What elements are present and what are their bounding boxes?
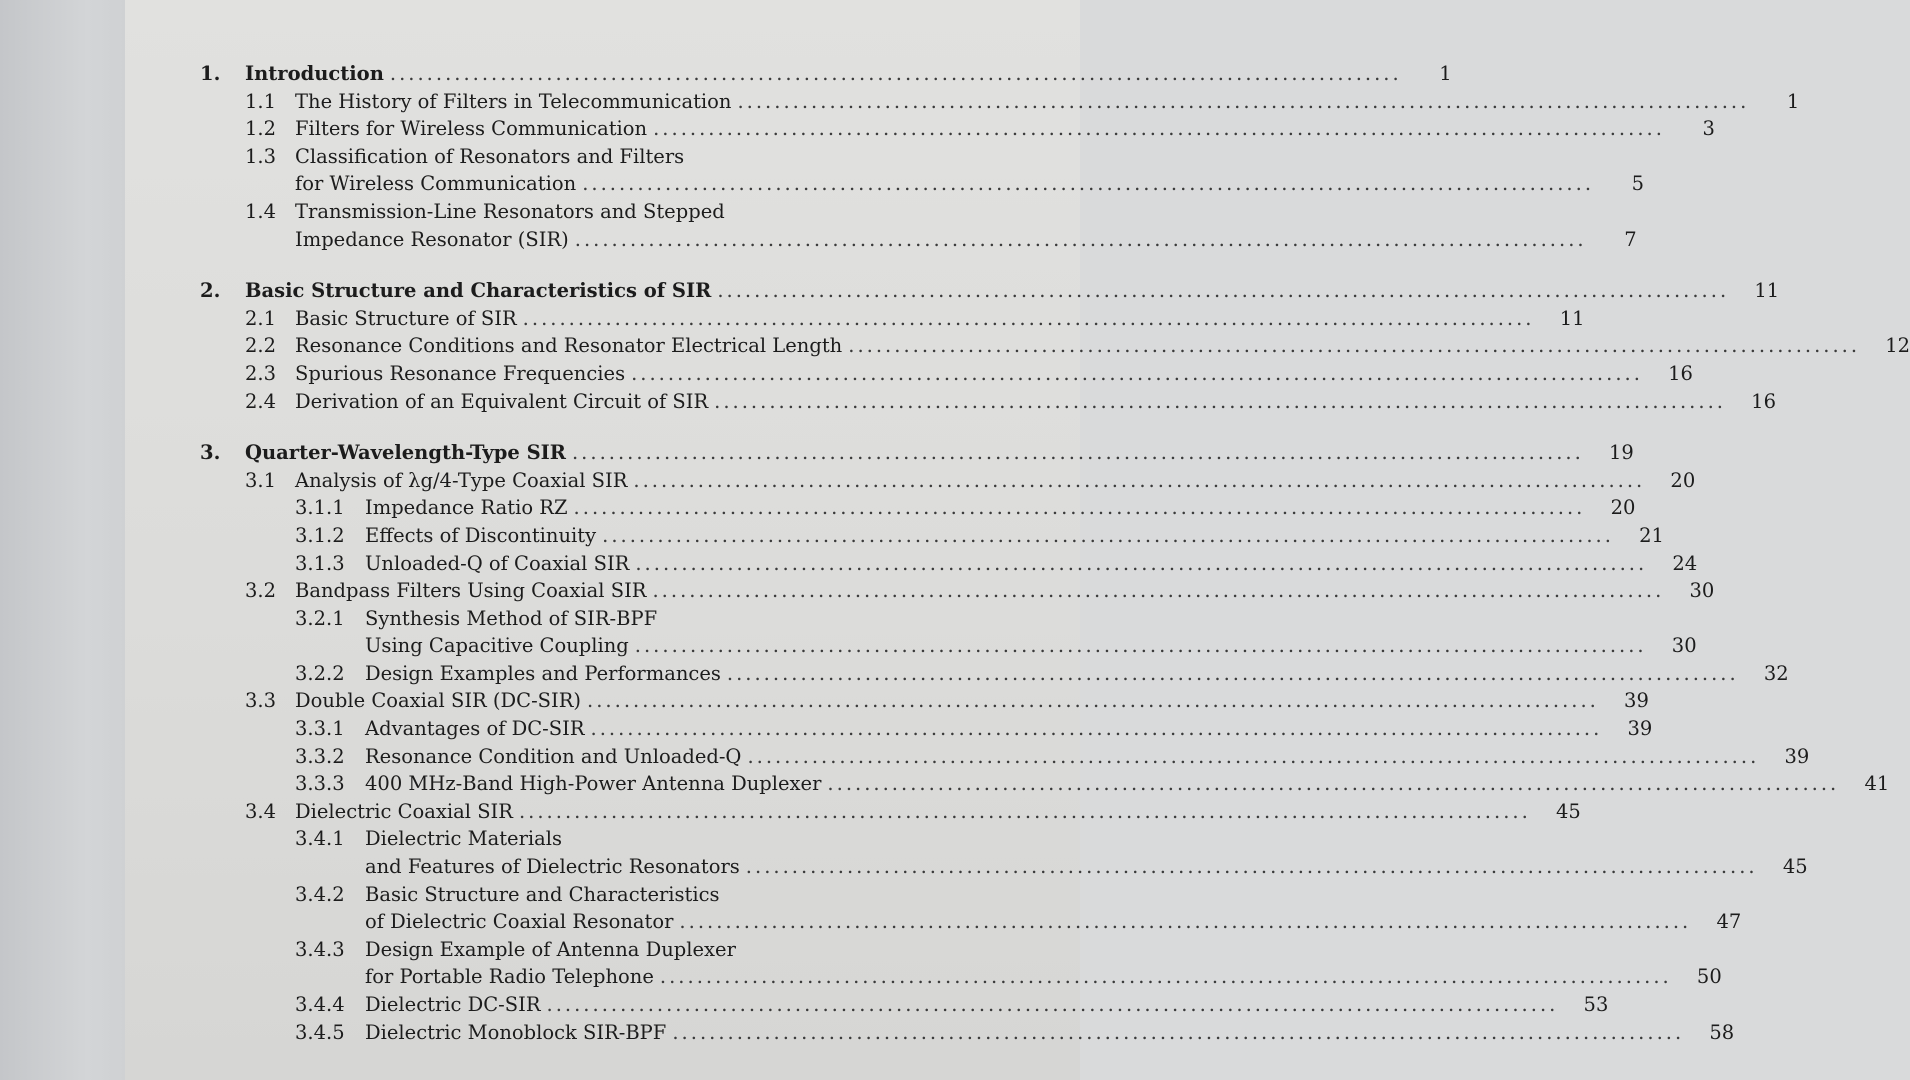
toc-section-entry: [200, 687, 1649, 715]
toc-entry-number: 3.3.2: [295, 744, 345, 768]
toc-entry-number: 1.2: [245, 117, 277, 141]
toc-entry-title: Derivation of an Equivalent Circuit of SIR: [295, 389, 709, 413]
toc-entry-title: The History of Filters in Telecommunication: [295, 89, 732, 113]
toc-leader-dots: ..............................................................................................................: [573, 496, 1586, 520]
toc-page-number: 41: [1864, 772, 1890, 796]
toc-section-entry: [200, 388, 1776, 416]
toc-subsection-entry: [200, 770, 1890, 798]
toc-page-number: 24: [1672, 551, 1698, 575]
toc-section-entry: [200, 226, 1637, 254]
toc-page-number: 58: [1709, 1020, 1735, 1044]
toc-entry-title: Dielectric Monoblock SIR-BPF: [365, 1020, 667, 1044]
toc-page-number: 16: [1751, 389, 1776, 413]
toc-subsection-entry: [200, 743, 1810, 771]
toc-subsection-entry: [200, 991, 1609, 1019]
toc-entry-number: 3.2: [245, 579, 277, 603]
toc-leader-dots: ..............................................................................................................: [679, 910, 1692, 934]
toc-entry-number: 2.4: [245, 389, 277, 413]
toc-section-entry: [200, 170, 1645, 198]
toc-subsection-entry: [200, 522, 1664, 550]
toc-leader-dots: ..............................................................................................................: [389, 62, 1402, 85]
toc-subsection-entry: [200, 550, 1698, 578]
toc-entry-number: 3.: [200, 441, 221, 465]
toc-leader-dots: ..............................................................................................................: [714, 389, 1726, 413]
toc-entry-title: Bandpass Filters Using Coaxial SIR: [295, 579, 647, 603]
toc-page-number: 39: [1784, 744, 1810, 768]
toc-chapter-entry: [200, 277, 1780, 305]
toc-entry-title: Resonance Condition and Unloaded-Q: [365, 744, 742, 768]
toc-entry-number: 3.2.1: [295, 606, 345, 630]
toc-entry-title: Spurious Resonance Frequencies: [295, 361, 626, 385]
toc-entry-title: Basic Structure of SIR: [295, 306, 517, 330]
toc-entry-title: and Features of Dielectric Resonators: [365, 855, 740, 879]
toc-leader-dots: ..............................................................................................................: [726, 661, 1739, 685]
toc-entry-number: 1.: [200, 62, 221, 85]
toc-entry-title: Design Example of Antenna Duplexer: [365, 937, 736, 961]
toc-entry-number: 3.4.4: [295, 993, 345, 1016]
toc-subsection-entry: [200, 494, 1636, 522]
toc-entry-title: Impedance Ratio RZ: [365, 496, 568, 520]
toc-entry-title: Unloaded-Q of Coaxial SIR: [365, 551, 630, 575]
toc-entry-title: Double Coaxial SIR (DC-SIR): [295, 689, 582, 713]
toc-section-entry: [200, 360, 1693, 388]
toc-leader-dots: ..............................................................................................................: [672, 1020, 1685, 1044]
toc-leader-dots: ..............................................................................................................: [747, 744, 1760, 768]
toc-leader-dots: ..............................................................................................................: [737, 89, 1750, 113]
toc-page-number: 45: [1555, 799, 1581, 823]
toc-chapter-entry: [200, 60, 1452, 88]
toc-entry-number: 2.2: [245, 334, 277, 358]
toc-page-number: 3: [1702, 117, 1715, 141]
toc-section-entry: [200, 143, 970, 171]
toc-entry-number: 3.3: [245, 689, 277, 713]
toc-entry-title: Filters for Wireless Communication: [295, 117, 648, 141]
toc-leader-dots: ..............................................................................................................: [848, 334, 1861, 358]
toc-subsection-entry: [200, 715, 1653, 743]
toc-page-number: 32: [1763, 661, 1789, 685]
toc-page-number: 7: [1624, 227, 1637, 251]
toc-chapter-entry: [200, 439, 1634, 467]
toc-leader-dots: ..............................................................................................................: [653, 117, 1665, 141]
toc-entry-number: 3.1.1: [295, 496, 345, 520]
toc-entry-title: Quarter-Wavelength-Type SIR: [245, 441, 566, 465]
toc-subsection-entry: [200, 660, 1789, 688]
toc-leader-dots: ..............................................................................................................: [590, 717, 1603, 741]
toc-entry-number: 2.1: [245, 306, 277, 330]
toc-entry-number: 3.4.1: [295, 827, 345, 851]
toc-leader-dots: ..............................................................................................................: [717, 279, 1730, 303]
toc-page-number: 16: [1668, 361, 1693, 385]
toc-entry-title: Classification of Resonators and Filters: [295, 144, 685, 168]
toc-entry-title: 400 MHz-Band High-Power Antenna Duplexer: [365, 772, 822, 796]
toc-page-number: 39: [1627, 717, 1653, 741]
toc-entry-title: Dielectric DC-SIR: [365, 993, 541, 1016]
toc-entry-number: 2.3: [245, 361, 277, 385]
toc-page-number: 30: [1671, 634, 1697, 658]
toc-page-number: 20: [1670, 468, 1696, 492]
toc-subsection-entry: [200, 825, 970, 853]
toc-entry-title: Introduction: [245, 62, 384, 85]
toc-page-number: 47: [1716, 910, 1742, 934]
toc-page-number: 45: [1782, 855, 1808, 879]
toc-section-entry: [200, 332, 1910, 360]
toc-leader-dots: ..............................................................................................................: [574, 227, 1587, 251]
toc-leader-dots: ..............................................................................................................: [518, 799, 1531, 823]
toc-page-number: 20: [1610, 496, 1636, 520]
toc-entry-title: Analysis of λg/4-Type Coaxial SIR: [295, 468, 628, 492]
toc-entry-number: 3.1: [245, 468, 277, 492]
toc-section-entry: [200, 577, 1715, 605]
adjacent-page-edge: [0, 0, 125, 1080]
toc-subsection-entry: [200, 853, 1808, 881]
toc-entry-title: Basic Structure and Characteristics: [365, 882, 720, 906]
toc-section-entry: [200, 115, 1715, 143]
toc-leader-dots: ..............................................................................................................: [633, 468, 1646, 492]
toc-entry-number: 3.3.1: [295, 717, 345, 741]
toc-entry-title: for Wireless Communication: [295, 172, 577, 196]
table-of-contents: [200, 60, 1910, 1046]
toc-subsection-entry: [200, 1019, 1735, 1047]
toc-entry-number: 3.2.2: [295, 661, 345, 685]
toc-entry-number: 3.4: [245, 799, 277, 823]
toc-entry-title: Impedance Resonator (SIR): [295, 227, 569, 251]
toc-leader-dots: ..............................................................................................................: [635, 551, 1648, 575]
toc-page-number: 39: [1624, 689, 1649, 713]
toc-leader-dots: ..............................................................................................................: [652, 579, 1665, 603]
toc-entry-number: 1.3: [245, 144, 277, 168]
toc-page-number: 21: [1639, 523, 1664, 547]
toc-subsection-entry: [200, 963, 1722, 991]
toc-entry-title: Advantages of DC-SIR: [365, 717, 585, 741]
toc-page-number: 19: [1609, 441, 1634, 465]
toc-leader-dots: ..............................................................................................................: [634, 634, 1647, 658]
toc-entry-title: Design Examples and Performances: [365, 661, 721, 685]
toc-entry-number: 3.4.2: [295, 882, 345, 906]
toc-entry-title: Dielectric Materials: [365, 827, 563, 851]
toc-entry-title: Transmission-Line Resonators and Stepped: [295, 199, 725, 223]
toc-entry-title: Synthesis Method of SIR-BPF: [365, 606, 658, 630]
toc-leader-dots: ..............................................................................................................: [571, 441, 1584, 465]
toc-subsection-entry: [200, 605, 970, 633]
toc-leader-dots: ..............................................................................................................: [587, 689, 1599, 713]
toc-leader-dots: ..............................................................................................................: [631, 361, 1643, 385]
toc-page-number: 12: [1885, 334, 1910, 358]
toc-entry-number: 1.1: [245, 89, 277, 113]
toc-page-number: 1: [1786, 89, 1800, 113]
toc-section-entry: [200, 88, 1800, 116]
toc-subsection-entry: [200, 908, 1742, 936]
toc-entry-number: 1.4: [245, 199, 277, 223]
toc-entry-title: Basic Structure and Characteristics of SIR: [245, 279, 712, 303]
toc-page-number: 50: [1696, 965, 1722, 989]
toc-subsection-entry: [200, 881, 970, 909]
toc-leader-dots: ..............................................................................................................: [659, 965, 1672, 989]
toc-entry-title: of Dielectric Coaxial Resonator: [365, 910, 674, 934]
toc-leader-dots: ..............................................................................................................: [582, 172, 1595, 196]
toc-page-number: 5: [1631, 172, 1645, 196]
toc-section-entry: [200, 467, 1696, 495]
toc-leader-dots: ..............................................................................................................: [522, 306, 1535, 330]
toc-leader-dots: ..............................................................................................................: [602, 523, 1614, 547]
toc-page-number: 11: [1754, 279, 1780, 303]
toc-leader-dots: ..............................................................................................................: [546, 993, 1559, 1016]
toc-section-entry: [200, 798, 1581, 826]
toc-leader-dots: ..............................................................................................................: [745, 855, 1758, 879]
toc-entry-number: 3.4.3: [295, 937, 345, 961]
toc-section-entry: [200, 305, 1585, 333]
toc-entry-title: Using Capacitive Coupling: [365, 634, 629, 658]
toc-page-number: 1: [1439, 62, 1452, 85]
toc-entry-title: Effects of Discontinuity: [365, 523, 597, 547]
toc-entry-title: Resonance Conditions and Resonator Electrical Length: [295, 334, 843, 358]
toc-subsection-entry: [200, 632, 1697, 660]
toc-entry-number: 3.1.2: [295, 523, 345, 547]
toc-leader-dots: ..............................................................................................................: [827, 772, 1840, 796]
toc-subsection-entry: [200, 936, 970, 964]
toc-section-entry: [200, 198, 970, 226]
toc-page-number: 53: [1583, 993, 1609, 1016]
toc-entry-number: 2.: [200, 279, 221, 303]
toc-entry-title: Dielectric Coaxial SIR: [295, 799, 513, 823]
toc-page-number: 30: [1689, 579, 1715, 603]
toc-page-number: 11: [1559, 306, 1585, 330]
toc-entry-number: 3.1.3: [295, 551, 345, 575]
toc-entry-title: for Portable Radio Telephone: [365, 965, 654, 989]
toc-entry-number: 3.3.3: [295, 772, 345, 796]
toc-entry-number: 3.4.5: [295, 1020, 345, 1044]
